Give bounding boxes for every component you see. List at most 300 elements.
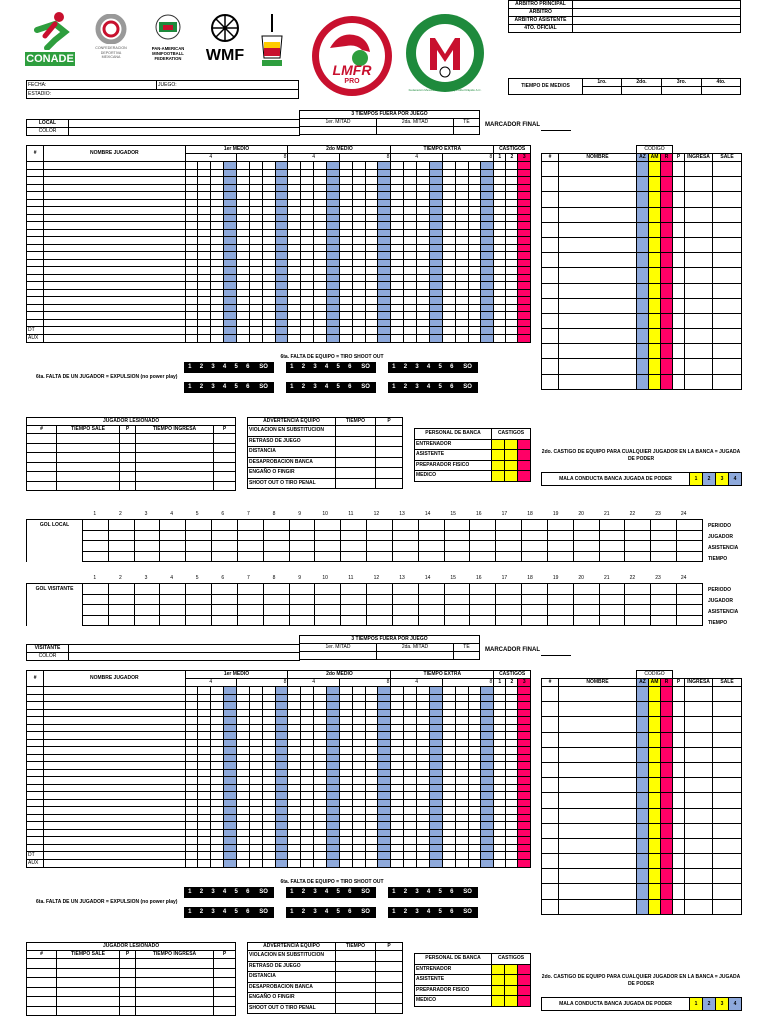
castigo-cell[interactable] [518,732,531,740]
play-cell[interactable] [249,777,262,785]
shootout-mark[interactable]: 2 [298,362,310,373]
play-cell[interactable] [455,335,468,343]
gol-cell[interactable] [237,551,263,562]
play-cell[interactable] [275,792,288,800]
play-cell[interactable] [429,732,442,740]
play-cell[interactable] [327,792,340,800]
shootout-mark[interactable]: 1 [388,362,400,373]
play-cell[interactable] [404,274,417,282]
play-cell[interactable] [301,769,314,777]
castigo-cell[interactable] [506,829,518,837]
play-cell[interactable] [404,192,417,200]
play-cell[interactable] [404,762,417,770]
mala-conducta-num[interactable]: 4 [729,473,742,486]
codigo-cell[interactable] [661,207,673,222]
codigo-cell[interactable] [673,838,685,853]
codigo-cell[interactable] [637,374,649,389]
play-cell[interactable] [429,829,442,837]
play-cell[interactable] [339,327,352,335]
play-cell[interactable] [301,702,314,710]
play-cell[interactable] [236,244,249,252]
codigo-cell[interactable] [559,374,637,389]
play-cell[interactable] [262,792,275,800]
gol-cell[interactable] [83,551,109,562]
play-cell[interactable] [198,259,211,267]
codigo-cell[interactable] [559,207,637,222]
play-cell[interactable] [481,807,494,815]
player-name-cell[interactable] [44,739,185,747]
play-cell[interactable] [275,297,288,305]
play-cell[interactable] [275,844,288,852]
player-num-cell[interactable] [27,319,44,327]
play-cell[interactable] [301,709,314,717]
shootout-mark[interactable]: 1 [184,382,196,393]
play-cell[interactable] [417,192,430,200]
play-cell[interactable] [327,777,340,785]
codigo-cell[interactable] [713,283,742,298]
play-cell[interactable] [288,267,301,275]
play-cell[interactable] [455,814,468,822]
gol-cell[interactable] [651,520,677,531]
play-cell[interactable] [314,777,327,785]
play-cell[interactable] [198,267,211,275]
codigo-cell[interactable] [649,762,661,777]
gol-cell[interactable] [289,584,315,595]
codigo-cell[interactable] [685,838,713,853]
play-cell[interactable] [404,207,417,215]
play-cell[interactable] [365,702,378,710]
play-cell[interactable] [275,177,288,185]
player-name-cell[interactable] [44,732,185,740]
player-name-cell[interactable] [44,229,185,237]
shootout-mark[interactable]: 2 [196,907,208,918]
castigo-cell[interactable] [506,162,518,170]
codigo-cell[interactable] [713,687,742,702]
gol-cell[interactable] [392,605,418,616]
gol-cell[interactable] [418,584,444,595]
codigo-cell[interactable] [661,717,673,732]
play-cell[interactable] [224,807,237,815]
castigo-cell[interactable] [506,814,518,822]
play-cell[interactable] [352,837,365,845]
player-num-cell[interactable]: DT [27,327,44,335]
play-cell[interactable] [468,792,481,800]
shootout-mark[interactable]: 1 [286,907,298,918]
play-cell[interactable] [365,747,378,755]
gol-cell[interactable] [160,605,186,616]
player-num-cell[interactable]: DT [27,852,44,860]
play-cell[interactable] [249,282,262,290]
play-cell[interactable] [314,237,327,245]
play-cell[interactable] [301,852,314,860]
gol-cell[interactable] [237,520,263,531]
codigo-cell[interactable] [661,344,673,359]
play-cell[interactable] [352,709,365,717]
codigo-cell[interactable] [685,747,713,762]
codigo-cell[interactable] [673,313,685,328]
play-cell[interactable] [455,192,468,200]
play-cell[interactable] [468,267,481,275]
gol-cell[interactable] [212,530,238,541]
codigo-cell[interactable] [685,283,713,298]
play-cell[interactable] [391,724,404,732]
play-cell[interactable] [224,844,237,852]
play-cell[interactable] [314,162,327,170]
codigo-cell[interactable] [661,313,673,328]
play-cell[interactable] [185,724,198,732]
play-cell[interactable] [288,327,301,335]
play-cell[interactable] [429,777,442,785]
play-cell[interactable] [481,687,494,695]
play-cell[interactable] [391,312,404,320]
play-cell[interactable] [442,267,455,275]
play-cell[interactable] [288,814,301,822]
gol-cell[interactable] [651,615,677,626]
player-num-cell[interactable] [27,207,44,215]
codigo-cell[interactable] [649,329,661,344]
play-cell[interactable] [455,319,468,327]
play-cell[interactable] [211,192,224,200]
play-cell[interactable] [327,822,340,830]
play-cell[interactable] [404,852,417,860]
codigo-cell[interactable] [637,359,649,374]
play-cell[interactable] [275,694,288,702]
play-cell[interactable] [224,327,237,335]
gol-cell[interactable] [83,520,109,531]
codigo-cell[interactable] [649,222,661,237]
play-cell[interactable] [429,207,442,215]
play-cell[interactable] [262,267,275,275]
play-cell[interactable] [211,739,224,747]
play-cell[interactable] [275,739,288,747]
periodo-cell[interactable] [662,87,702,95]
castigo-cell[interactable] [494,829,506,837]
play-cell[interactable] [352,335,365,343]
play-cell[interactable] [378,252,391,260]
codigo-cell[interactable] [661,283,673,298]
gol-cell[interactable] [108,551,134,562]
play-cell[interactable] [224,792,237,800]
play-cell[interactable] [236,297,249,305]
codigo-cell[interactable] [685,778,713,793]
play-cell[interactable] [442,282,455,290]
play-cell[interactable] [391,177,404,185]
castigo-cell[interactable] [494,769,506,777]
play-cell[interactable] [455,792,468,800]
play-cell[interactable] [391,754,404,762]
castigo-cell[interactable] [518,784,531,792]
player-name-cell[interactable] [44,335,185,343]
play-cell[interactable] [365,709,378,717]
play-cell[interactable] [481,327,494,335]
codigo-cell[interactable] [685,687,713,702]
play-cell[interactable] [301,739,314,747]
castigo-cell[interactable] [494,199,506,207]
castigo-cell[interactable] [518,274,531,282]
play-cell[interactable] [429,799,442,807]
shootout-mark[interactable]: 5 [230,887,242,898]
shootout-mark[interactable]: 4 [423,362,435,373]
play-cell[interactable] [249,814,262,822]
gol-cell[interactable] [444,530,470,541]
play-cell[interactable] [352,739,365,747]
codigo-cell[interactable] [673,778,685,793]
play-cell[interactable] [288,784,301,792]
play-cell[interactable] [262,184,275,192]
mala-conducta-num[interactable]: 3 [716,998,729,1011]
play-cell[interactable] [198,207,211,215]
codigo-cell[interactable] [649,687,661,702]
play-cell[interactable] [198,754,211,762]
play-cell[interactable] [301,214,314,222]
play-cell[interactable] [404,724,417,732]
tiempo-fuera-cell[interactable] [454,652,480,660]
play-cell[interactable] [211,335,224,343]
play-cell[interactable] [249,267,262,275]
play-cell[interactable] [468,807,481,815]
play-cell[interactable] [352,717,365,725]
player-name-cell[interactable] [44,709,185,717]
castigo-cell[interactable] [494,702,506,710]
play-cell[interactable] [404,829,417,837]
play-cell[interactable] [481,274,494,282]
play-cell[interactable] [481,312,494,320]
play-cell[interactable] [198,799,211,807]
play-cell[interactable] [314,319,327,327]
play-cell[interactable] [314,762,327,770]
player-name-cell[interactable] [44,814,185,822]
lesionado-cell[interactable] [57,481,120,491]
codigo-cell[interactable] [637,192,649,207]
play-cell[interactable] [365,829,378,837]
play-cell[interactable] [455,732,468,740]
castigo-cell[interactable] [506,319,518,327]
castigo-cell[interactable] [494,799,506,807]
play-cell[interactable] [275,327,288,335]
play-cell[interactable] [455,829,468,837]
play-cell[interactable] [391,837,404,845]
play-cell[interactable] [301,777,314,785]
play-cell[interactable] [429,177,442,185]
lesionado-cell[interactable] [27,968,57,978]
gol-cell[interactable] [315,615,341,626]
play-cell[interactable] [378,822,391,830]
gol-cell[interactable] [341,520,367,531]
play-cell[interactable] [481,335,494,343]
advertencia-cell[interactable] [336,468,376,479]
play-cell[interactable] [314,177,327,185]
play-cell[interactable] [185,319,198,327]
play-cell[interactable] [365,177,378,185]
play-cell[interactable] [442,777,455,785]
gol-cell[interactable] [289,530,315,541]
gol-cell[interactable] [651,594,677,605]
play-cell[interactable] [417,799,430,807]
play-cell[interactable] [275,747,288,755]
play-cell[interactable] [249,754,262,762]
codigo-cell[interactable] [649,823,661,838]
play-cell[interactable] [249,860,262,868]
play-cell[interactable] [404,739,417,747]
play-cell[interactable] [391,852,404,860]
gol-cell[interactable] [186,530,212,541]
play-cell[interactable] [249,769,262,777]
play-cell[interactable] [468,747,481,755]
play-cell[interactable] [417,297,430,305]
shootout-mark[interactable]: 1 [184,907,196,918]
play-cell[interactable] [224,222,237,230]
official-field[interactable] [573,9,741,17]
play-cell[interactable] [378,687,391,695]
codigo-cell[interactable] [559,762,637,777]
play-cell[interactable] [455,327,468,335]
play-cell[interactable] [481,754,494,762]
player-num-cell[interactable] [27,214,44,222]
gol-cell[interactable] [315,520,341,531]
play-cell[interactable] [236,762,249,770]
play-cell[interactable] [262,822,275,830]
play-cell[interactable] [417,177,430,185]
codigo-cell[interactable] [713,207,742,222]
play-cell[interactable] [249,852,262,860]
shootout-mark[interactable]: 4 [321,382,333,393]
gol-cell[interactable] [599,615,625,626]
play-cell[interactable] [417,739,430,747]
gol-cell[interactable] [367,520,393,531]
play-cell[interactable] [429,229,442,237]
play-cell[interactable] [211,252,224,260]
play-cell[interactable] [352,304,365,312]
lesionado-cell[interactable] [136,443,214,453]
player-num-cell[interactable] [27,754,44,762]
play-cell[interactable] [468,282,481,290]
codigo-cell[interactable] [713,222,742,237]
play-cell[interactable] [468,724,481,732]
castigo-cell[interactable] [518,244,531,252]
play-cell[interactable] [185,814,198,822]
play-cell[interactable] [468,694,481,702]
gol-cell[interactable] [444,584,470,595]
shootout-mark[interactable]: 3 [207,907,219,918]
play-cell[interactable] [481,297,494,305]
lesionado-cell[interactable] [214,453,236,463]
codigo-cell[interactable] [559,838,637,853]
play-cell[interactable] [378,169,391,177]
play-cell[interactable] [211,747,224,755]
play-cell[interactable] [198,177,211,185]
play-cell[interactable] [198,822,211,830]
shootout-mark[interactable]: 3 [207,382,219,393]
play-cell[interactable] [378,837,391,845]
play-cell[interactable] [391,799,404,807]
play-cell[interactable] [481,747,494,755]
play-cell[interactable] [249,259,262,267]
play-cell[interactable] [211,244,224,252]
play-cell[interactable] [275,717,288,725]
play-cell[interactable] [314,814,327,822]
player-name-cell[interactable] [44,724,185,732]
play-cell[interactable] [429,717,442,725]
play-cell[interactable] [211,312,224,320]
play-cell[interactable] [327,169,340,177]
gol-cell[interactable] [677,594,703,605]
play-cell[interactable] [198,319,211,327]
play-cell[interactable] [391,229,404,237]
player-name-cell[interactable] [44,807,185,815]
play-cell[interactable] [262,852,275,860]
gol-cell[interactable] [160,530,186,541]
gol-cell[interactable] [315,530,341,541]
play-cell[interactable] [301,252,314,260]
play-cell[interactable] [455,807,468,815]
play-cell[interactable] [417,754,430,762]
play-cell[interactable] [378,222,391,230]
play-cell[interactable] [468,237,481,245]
play-cell[interactable] [249,694,262,702]
gol-cell[interactable] [599,541,625,552]
gol-cell[interactable] [83,594,109,605]
gol-cell[interactable] [677,530,703,541]
play-cell[interactable] [365,687,378,695]
castigo-cell[interactable] [518,814,531,822]
lesionado-cell[interactable] [136,978,214,988]
lesionado-cell[interactable] [120,968,136,978]
play-cell[interactable] [468,199,481,207]
codigo-cell[interactable] [542,854,559,869]
gol-cell[interactable] [677,551,703,562]
codigo-cell[interactable] [559,298,637,313]
codigo-cell[interactable] [673,237,685,252]
codigo-cell[interactable] [649,838,661,853]
codigo-cell[interactable] [649,253,661,268]
castigo-cell[interactable] [518,304,531,312]
play-cell[interactable] [224,739,237,747]
play-cell[interactable] [365,282,378,290]
castigo-cell[interactable] [518,799,531,807]
codigo-cell[interactable] [685,732,713,747]
play-cell[interactable] [429,214,442,222]
play-cell[interactable] [352,297,365,305]
play-cell[interactable] [339,829,352,837]
play-cell[interactable] [468,837,481,845]
play-cell[interactable] [198,769,211,777]
codigo-cell[interactable] [673,374,685,389]
lesionado-cell[interactable] [120,462,136,472]
play-cell[interactable] [262,702,275,710]
castigo-cell[interactable] [494,792,506,800]
castigo-cell[interactable] [494,267,506,275]
codigo-cell[interactable] [685,222,713,237]
codigo-cell[interactable] [637,313,649,328]
play-cell[interactable] [314,717,327,725]
play-cell[interactable] [314,297,327,305]
play-cell[interactable] [275,860,288,868]
play-cell[interactable] [481,784,494,792]
player-name-cell[interactable] [44,312,185,320]
castigo-cell[interactable] [518,724,531,732]
play-cell[interactable] [314,844,327,852]
lesionado-cell[interactable] [57,472,120,482]
play-cell[interactable] [352,312,365,320]
play-cell[interactable] [236,687,249,695]
play-cell[interactable] [378,724,391,732]
play-cell[interactable] [185,192,198,200]
lesionado-cell[interactable] [136,434,214,444]
codigo-cell[interactable] [661,253,673,268]
gol-cell[interactable] [625,584,651,595]
lesionado-cell[interactable] [57,997,120,1007]
play-cell[interactable] [185,739,198,747]
